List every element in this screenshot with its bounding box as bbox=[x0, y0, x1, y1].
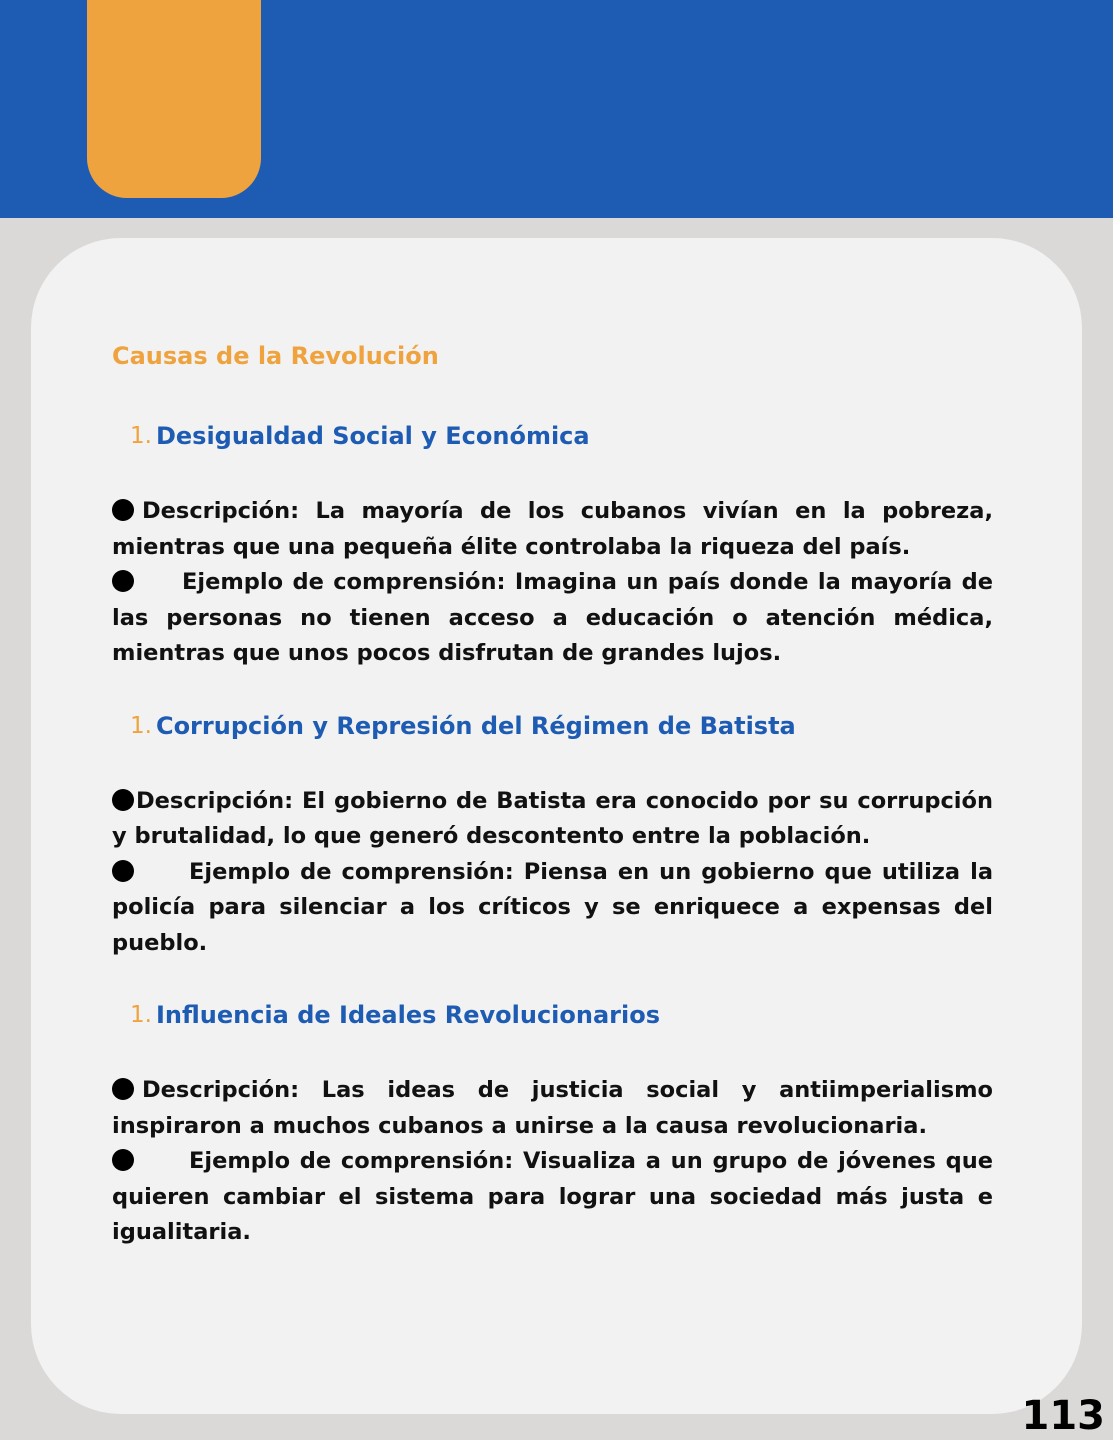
orange-tab-decoration bbox=[87, 0, 261, 198]
subheading bbox=[130, 418, 993, 454]
description-paragraph: Descripción: Las ideas de justicia social y antiimperialismo inspiraron a muchos cubanos a unirse a la causa revolucionaria. bbox=[112, 1077, 993, 1139]
subheading-text: Influencia de Ideales Revolucionarios bbox=[155, 1001, 661, 1029]
cause-body bbox=[112, 784, 993, 962]
bullet-icon bbox=[112, 499, 134, 521]
bullet-icon bbox=[112, 1149, 134, 1171]
list-number: 1. bbox=[130, 423, 152, 449]
cause-section-2 bbox=[112, 708, 993, 962]
cause-section-3 bbox=[112, 997, 993, 1251]
example-paragraph: Ejemplo de comprensión: Visualiza a un grupo de jóvenes que quieren cambiar el sistema para lograr una sociedad más justa e igualitaria. bbox=[112, 1148, 993, 1245]
cause-body bbox=[112, 1073, 993, 1251]
description-paragraph: Descripción: La mayoría de los cubanos vivían en la pobreza, mientras que una pequeña élite controlaba la riqueza del país. bbox=[112, 498, 993, 560]
list-number: 1. bbox=[130, 1002, 152, 1028]
bullet-icon bbox=[112, 789, 134, 811]
example-paragraph: Ejemplo de comprensión: Imagina un país donde la mayoría de las personas no tienen acceso a educación o atención médica, mientras que unos pocos disfrutan de grandes lujos. bbox=[112, 569, 993, 666]
bullet-icon bbox=[112, 570, 134, 592]
subheading-text: Corrupción y Represión del Régimen de Batista bbox=[155, 711, 796, 740]
section-title: Causas de la Revolución bbox=[112, 342, 439, 370]
list-number: 1. bbox=[130, 712, 152, 739]
subheading bbox=[130, 708, 993, 744]
page-number: 113 bbox=[1021, 1393, 1105, 1439]
cause-section-1 bbox=[112, 418, 993, 672]
bullet-icon bbox=[112, 860, 134, 882]
content bbox=[112, 338, 993, 1287]
cause-body bbox=[112, 494, 993, 672]
subheading-text: Desigualdad Social y Económica bbox=[155, 422, 590, 450]
description-paragraph: Descripción: El gobierno de Batista era conocido por su corrupción y brutalidad, lo que generó descontento entre la población. bbox=[112, 787, 993, 849]
bullet-icon bbox=[112, 1078, 134, 1100]
subheading bbox=[130, 997, 993, 1033]
example-paragraph: Ejemplo de comprensión: Piensa en un gobierno que utiliza la policía para silenciar a los críticos y se enriquece a expensas del pueblo. bbox=[112, 858, 993, 956]
